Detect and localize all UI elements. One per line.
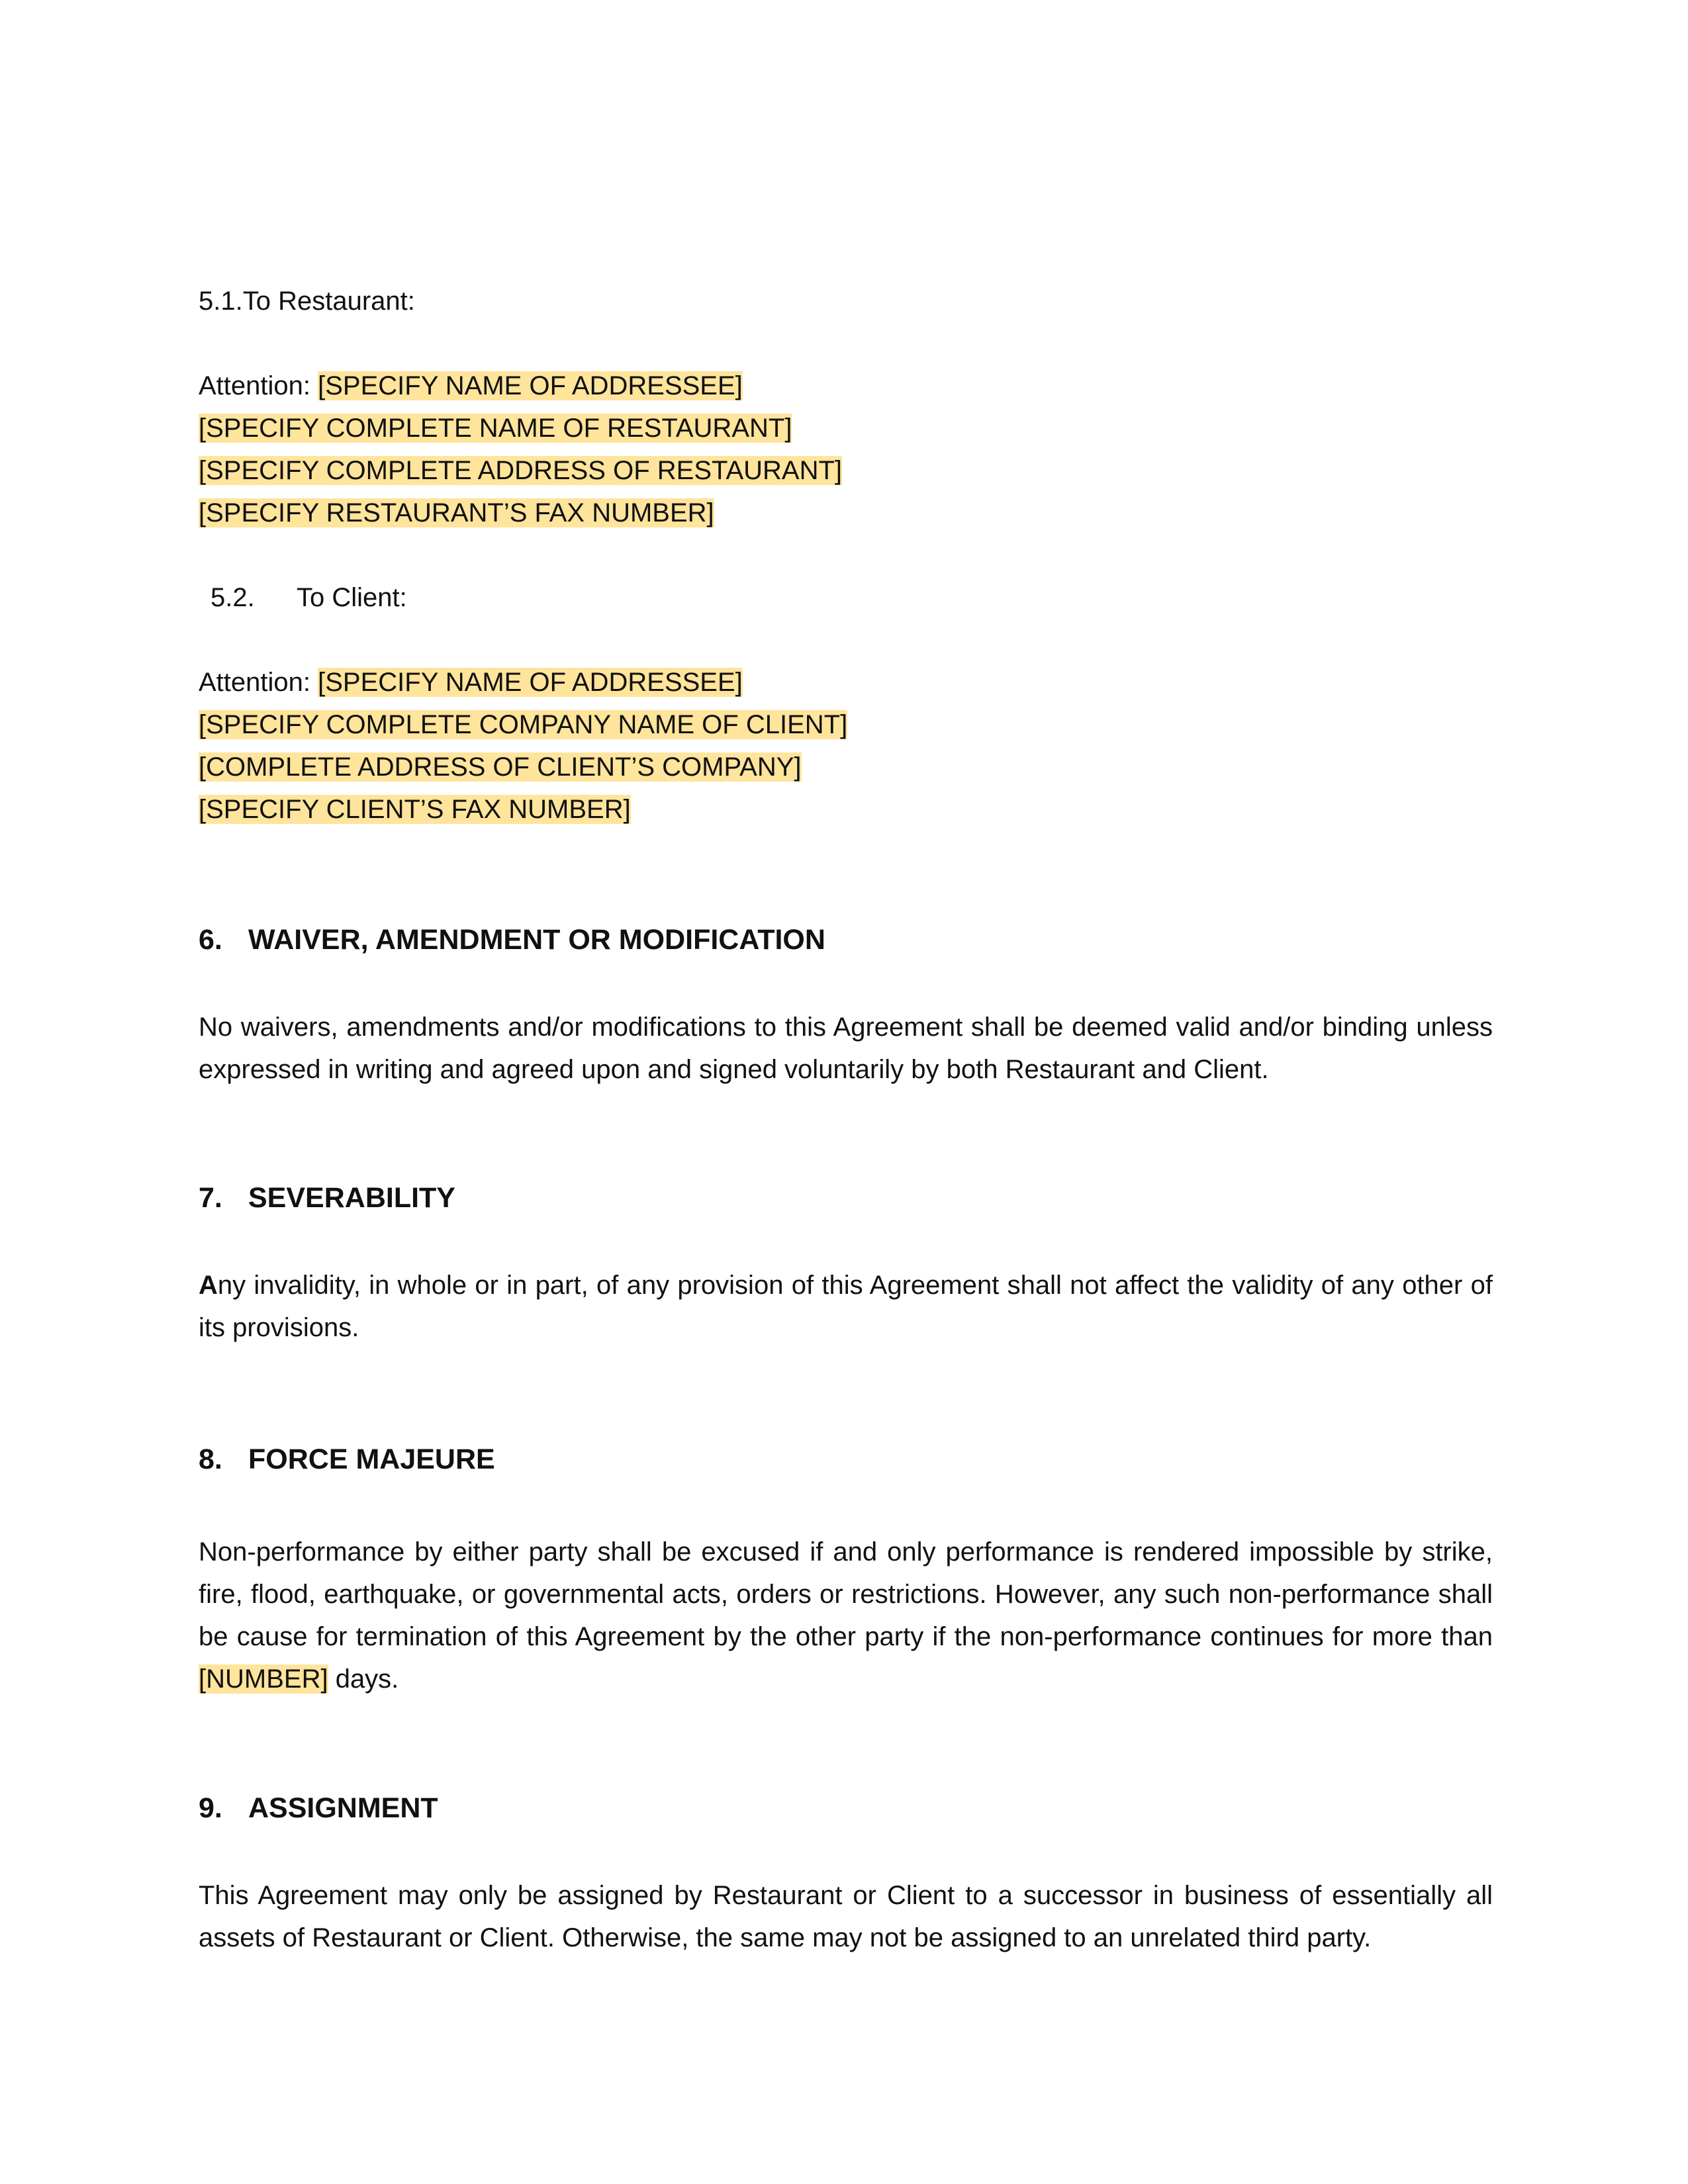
client-addressee-placeholder: [SPECIFY NAME OF ADDRESSEE] [318, 668, 743, 697]
section-8-title: FORCE MAJEURE [248, 1443, 495, 1475]
client-company-placeholder: [SPECIFY COMPLETE COMPANY NAME OF CLIENT] [199, 710, 848, 739]
section-6-title: WAIVER, AMENDMENT OR MODIFICATION [248, 924, 825, 956]
restaurant-fax-line [199, 493, 714, 533]
section-9-number: 9. [199, 1792, 222, 1824]
client-address-placeholder: [COMPLETE ADDRESS OF CLIENT’S COMPANY] [199, 752, 802, 782]
section-6-number: 6. [199, 924, 222, 956]
restaurant-address-line [199, 451, 842, 490]
section-6-body: No waivers, amendments and/or modifications to this Agreement shall be deemed valid and/or binding unless expressed in writing and agreed upon and signed voluntarily by both Restaurant and Client. [199, 1013, 1493, 1084]
restaurant-name-line [199, 408, 792, 448]
notice-restaurant-heading [199, 281, 415, 321]
client-fax-line [199, 790, 631, 829]
section-8-number: 8. [199, 1443, 222, 1475]
section-6-heading [199, 920, 825, 960]
section-7-title: SEVERABILITY [248, 1182, 455, 1214]
notice-client-label: To Client: [297, 583, 407, 612]
restaurant-addressee-placeholder: [SPECIFY NAME OF ADDRESSEE] [318, 371, 743, 400]
notice-client-heading [211, 578, 407, 617]
section-7-heading [199, 1178, 455, 1218]
client-fax-placeholder: [SPECIFY CLIENT’S FAX NUMBER] [199, 795, 631, 824]
section-9-title: ASSIGNMENT [248, 1792, 438, 1824]
restaurant-fax-placeholder: [SPECIFY RESTAURANT’S FAX NUMBER] [199, 498, 714, 527]
section-8-body-before: Non-performance by either party shall be excused if and only performance is rendered impossible by strike, fire, flood, earthquake, or governmental acts, orders or restrictions. However, any such non-performance shall be cause for termination of this Agreement by the other party if the non-performance continues for more than [199, 1537, 1493, 1651]
restaurant-attention-line [199, 366, 743, 406]
client-company-line [199, 705, 847, 745]
section-8-heading [199, 1439, 495, 1479]
client-attention-line [199, 662, 743, 702]
section-7-drop-letter: A [199, 1271, 218, 1300]
section-8-body [199, 1531, 1493, 1700]
section-9-heading [199, 1788, 438, 1828]
section-7-number: 7. [199, 1182, 222, 1214]
notice-client-number: 5.2. [211, 583, 255, 612]
client-address-line [199, 747, 802, 787]
section-7-body-text: ny invalidity, in whole or in part, of any provision of this Agreement shall not affect the validity of any other of its provisions. [199, 1271, 1493, 1342]
section-8-body-after: days. [328, 1664, 399, 1694]
restaurant-name-placeholder: [SPECIFY COMPLETE NAME OF RESTAURANT] [199, 414, 792, 443]
notice-restaurant-number: 5.1. [199, 287, 243, 316]
restaurant-address-placeholder: [SPECIFY COMPLETE ADDRESS OF RESTAURANT] [199, 456, 843, 485]
client-attention-label: Attention: [199, 668, 311, 697]
section-8-number-placeholder: [NUMBER] [199, 1664, 328, 1694]
section-7-body [199, 1264, 1493, 1349]
notice-restaurant-label: To Restaurant: [242, 287, 415, 316]
section-9-body: This Agreement may only be assigned by Restaurant or Client to a successor in business of essentially all assets of Restaurant or Client. Otherwise, the same may not be assigned to an unrelated third party. [199, 1881, 1493, 1952]
restaurant-attention-label: Attention: [199, 371, 311, 400]
